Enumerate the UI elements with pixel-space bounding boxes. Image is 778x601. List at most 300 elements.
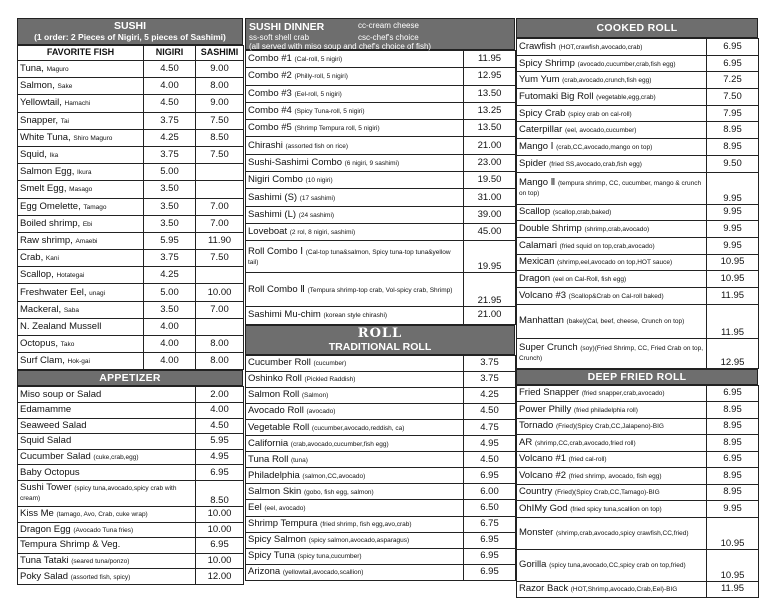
item-name-cell [517,451,707,468]
menu-row [246,516,516,532]
item-name: Snapper, [20,114,59,126]
item-description: (Shrimp Tempura roll, 5 nigiri) [294,125,380,133]
item-description: (seared tuna/ponzo) [71,558,130,566]
item-price: 8.00 [196,336,244,353]
dinner-title: SUSHI DINNER [249,21,325,33]
item-price: 4.00 [144,336,196,353]
item-price: 7.95 [707,105,759,122]
item-name: Vegetable Roll [248,421,310,433]
item-name-cell [517,418,707,435]
item-description: (Tempura shrimp-top crab, Vol-spicy crab, Shrimp) [307,286,453,294]
item-name-cell [246,154,464,171]
item-price: 10.00 [196,522,244,538]
item-price: 3.50 [144,181,196,198]
roll-table [245,355,516,581]
item-name: Egg Omelette, [20,200,81,212]
item-description: (fried SS,avocado,crab,fish egg) [549,160,642,168]
menu-row [517,105,759,122]
item-description: (Philly-roll, 5 nigiri) [294,73,348,81]
item-name: Razor Back [519,583,569,595]
item-price [196,267,244,284]
item-description: (gobo, fish egg, salmon) [303,488,374,496]
item-name: Kiss Me [20,508,54,520]
item-price: 19.50 [464,172,516,189]
menu-row [18,129,244,146]
item-price: 9.00 [196,95,244,112]
item-name: Country [519,486,553,498]
item-price: 11.95 [707,581,759,598]
item-name: Nigiri Combo [248,174,303,186]
item-name: AR [519,436,533,448]
item-name: Shrimp Tempura [248,518,318,530]
item-price: 6.95 [707,55,759,72]
item-description: (cucumber) [313,360,347,368]
col-sashimi: SASHIMI [196,46,244,61]
item-price: 8.95 [707,418,759,435]
item-name-cell [517,517,707,549]
item-name-cell [246,273,464,307]
item-name: Scallop [519,206,551,218]
item-name-cell [18,78,144,95]
item-name-cell [517,402,707,419]
item-name-cell [517,39,707,56]
item-name-cell [18,569,196,585]
item-description: Hotategai [56,272,85,280]
item-name: Combo #2 [248,70,292,82]
cooked-table [516,38,759,369]
item-description: Hamachi [64,100,91,108]
item-name: Sashimi Mu-chim [248,309,321,321]
item-name: Power Philly [519,403,572,415]
item-name: Mackeral, [20,303,62,315]
item-name: Arizona [248,566,281,578]
item-price: 9.50 [707,155,759,172]
menu-row [18,95,244,112]
item-name-cell [517,172,707,204]
item-description: (Salmon) [301,392,329,400]
item-price: 7.50 [196,250,244,267]
item-price: 4.00 [196,402,244,418]
menu-row [517,55,759,72]
item-name: Gorilla [519,559,547,571]
item-description: (10 nigiri) [305,177,333,185]
item-description: (fried shrimp, fish egg,avo,crab) [320,521,412,529]
item-price: 4.50 [196,418,244,434]
item-description: (cuke,crab,egg) [93,454,139,462]
item-price: 3.50 [144,215,196,232]
item-name: Tuna, [20,63,44,75]
item-price: 6.95 [707,385,759,402]
item-name-cell [517,254,707,271]
menu-row [517,271,759,288]
item-price: 3.50 [144,198,196,215]
item-name-cell [18,215,144,232]
sushi-title: SUSHI [113,20,147,32]
item-price: 7.00 [196,215,244,232]
item-price: 5.95 [144,232,196,249]
item-name-cell [517,55,707,72]
cooked-column [516,18,758,598]
menu-row [517,468,759,485]
item-name-cell [18,402,196,418]
item-description: (scallop,crab,baked) [552,209,612,217]
item-name: OhIMy God [519,502,568,514]
item-description: (fried philadelphia roll) [573,406,638,414]
menu-row [18,250,244,267]
item-price: 3.75 [144,112,196,129]
item-description: (shrimp,crab,avocado,spicy crawfish,CC,fried) [555,530,689,538]
item-price: 6.95 [464,468,516,484]
item-name: Yellowtail, [20,97,62,109]
item-name: Salmon, [20,80,55,92]
item-name-cell [18,538,196,554]
item-name-cell [246,137,464,154]
menu-row [517,338,759,368]
item-name-cell [517,204,707,221]
item-name-cell [18,95,144,112]
item-price: 10.95 [707,517,759,549]
menu-row [246,307,516,324]
item-name-cell [517,435,707,452]
item-price: 8.50 [196,480,244,506]
menu-row [246,206,516,223]
item-price: 21.95 [464,273,516,307]
item-name-cell [18,318,144,335]
item-price: 12.95 [464,68,516,85]
item-name-cell [18,522,196,538]
item-price: 5.95 [196,434,244,450]
item-name-cell [246,419,464,435]
item-name: Roll Combo Ⅱ [248,283,305,295]
menu-row [517,451,759,468]
item-name: Roll Combo Ⅰ [248,245,304,257]
item-name: Squid, [20,149,47,161]
item-name-cell [18,164,144,181]
item-price: 9.95 [707,221,759,238]
item-name-cell [517,549,707,581]
item-name-cell [246,206,464,223]
item-name: Squid Salad [20,435,72,447]
menu-row [246,51,516,68]
item-name: Eel [248,501,262,513]
item-price: 5.00 [144,164,196,181]
item-name-cell [18,112,144,129]
menu-row [517,39,759,56]
menu-row [246,548,516,564]
menu-row [517,304,759,338]
item-price: 6.50 [464,500,516,516]
item-name-cell [517,304,707,338]
item-name: Tempura Shrimp & Veg. [20,539,121,551]
item-name: Monster [519,527,554,539]
menu-row [18,318,244,335]
item-price: 6.95 [196,538,244,554]
item-price [196,181,244,198]
item-name-cell [246,532,464,548]
item-name: Surf Clam, [20,355,65,367]
item-name: Combo #4 [248,105,292,117]
item-price: 3.50 [144,301,196,318]
menu-row [246,355,516,371]
item-name: Seaweed Salad [20,419,87,431]
appetizer-table [17,386,244,585]
item-name: Mexican [519,256,555,268]
item-description: (tempura shrimp, CC, cucumber, mango & crunch on top) [519,180,702,197]
menu-row [517,139,759,156]
item-description: Ika [49,152,59,160]
item-price: 11.90 [196,232,244,249]
item-price: 8.95 [707,435,759,452]
item-name: Boiled shrimp, [20,217,81,229]
menu-row [246,419,516,435]
item-description: (korean style chirashi) [323,312,388,320]
item-price: 13.50 [464,120,516,137]
menu-row [246,532,516,548]
item-price: 7.00 [196,301,244,318]
item-description: (tuna) [290,456,308,464]
menu-row [246,452,516,468]
item-price: 7.50 [196,146,244,163]
menu-row [246,223,516,240]
item-price: 7.00 [196,198,244,215]
col-nigiri: NIGIRI [144,46,196,61]
item-price: 4.50 [464,403,516,419]
menu-row [246,68,516,85]
item-price: 4.00 [144,318,196,335]
item-name: Calamari [519,239,558,251]
item-name: Salmon Egg, [20,166,75,178]
item-name: Oshinko Roll [248,373,302,385]
item-description: (HOT,Shrimp,avocado,Crab,Eel)-BIG [570,586,678,594]
item-price: 5.00 [144,284,196,301]
item-price: 8.95 [707,122,759,139]
item-description: (fried spicy tuna,scallion on top) [570,505,662,513]
item-name-cell [246,548,464,564]
item-name: N. Zealand Mussell [20,320,102,332]
menu-row [18,353,244,370]
item-name: Spicy Crab [519,107,566,119]
item-price: 6.95 [196,465,244,481]
item-name-cell [246,172,464,189]
item-description: (eel on Cal-Roll, fish egg) [552,276,627,284]
item-description: Maguro [46,66,69,74]
item-description: unagi [89,289,106,297]
menu-row [18,215,244,232]
item-price: 6.75 [464,516,516,532]
item-name-cell [18,553,196,569]
menu-row [18,522,244,538]
item-name: Sashimi (L) [248,208,297,220]
item-price: 6.95 [707,451,759,468]
item-name-cell [18,301,144,318]
item-name: Mango Ⅰ [519,140,554,152]
legend-cc: cc-cream cheese [358,21,419,30]
item-description: (soy)(Fried Shrimp, CC, Fried Crab on top, Crunch) [519,345,704,363]
menu-row [18,164,244,181]
item-name-cell [18,284,144,301]
item-name-cell [517,484,707,501]
menu-row [18,112,244,129]
item-name: Spicy Tuna [248,550,295,562]
roll-title: ROLL [357,325,403,341]
item-description: (crab,avocado,cucumber,fish egg) [290,440,389,448]
item-name-cell [246,223,464,240]
menu-row [517,581,759,598]
item-name-cell [18,449,196,465]
item-price: 4.25 [144,267,196,284]
menu-row [246,172,516,189]
item-description: (vegetable,egg,crab) [596,93,656,101]
item-description: (crab,CC,avocado,mango on top) [556,143,653,151]
item-name: Tuna Roll [248,453,289,465]
item-price: 3.75 [464,371,516,387]
item-name-cell [517,139,707,156]
item-name-cell [246,307,464,324]
item-price: 3.75 [144,146,196,163]
item-name-cell [18,465,196,481]
item-price: 23.00 [464,154,516,171]
item-price: 9.00 [196,61,244,78]
item-name-cell [18,61,144,78]
item-description: (Fried)(Spicy Crab,CC,Tamago)-BIG [554,489,660,497]
item-name: Futomaki Big Roll [519,90,594,102]
item-name-cell [517,581,707,598]
traditional-roll-title: TRADITIONAL ROLL [328,340,432,353]
item-name-cell [18,434,196,450]
item-price: 39.00 [464,206,516,223]
item-description: Saba [63,306,80,314]
item-name: Spicy Shrimp [519,57,575,69]
item-name: Spider [519,157,547,169]
item-name-cell [517,385,707,402]
menu-row [517,72,759,89]
item-description: (spicy tuna,avocado,CC,spicy crab on top,fried) [549,562,686,570]
item-price: 11.95 [464,51,516,68]
item-name-cell [246,120,464,137]
item-name-cell [18,181,144,198]
menu-row [246,484,516,500]
item-name: Sushi-Sashimi Combo [248,156,342,168]
item-description: (avocado,cucumber,crab,fish egg) [577,60,676,68]
sushi-column [17,18,243,585]
menu-row [517,122,759,139]
item-description: Amaebi [75,237,98,245]
item-name-cell [246,516,464,532]
item-name: Combo #3 [248,87,292,99]
item-description: Ikura [77,169,92,177]
item-price: 8.95 [707,468,759,485]
item-name: Crawfish [519,40,556,52]
item-name-cell [18,480,196,506]
menu-row [18,267,244,284]
item-name: Edamamme [20,404,72,416]
item-name-cell [517,89,707,106]
item-price: 6.95 [707,39,759,56]
item-name-cell [246,51,464,68]
menu-row [517,435,759,452]
deepfried-table [516,385,759,599]
item-name: Sashimi (S) [248,191,298,203]
item-name: Baby Octopus [20,466,80,478]
item-description: Tai [60,117,69,125]
menu-row [517,484,759,501]
item-name: Tuna Tataki [20,555,69,567]
item-name: Super Crunch [519,342,578,354]
cooked-header: COOKED ROLL [516,18,758,38]
menu-row [246,102,516,119]
item-name: Miso soup or Salad [20,388,102,400]
menu-row [18,449,244,465]
item-price: 6.95 [464,548,516,564]
item-description: (fried cal-roll) [568,456,607,464]
item-name: Volcano #3 [519,289,567,301]
item-price: 10.95 [707,271,759,288]
item-price: 10.00 [196,284,244,301]
item-description: Kani [45,255,59,263]
item-name-cell [18,250,144,267]
menu-row [18,553,244,569]
item-name-cell [246,564,464,580]
item-price: 8.50 [196,129,244,146]
item-description: (24 sashimi) [298,211,335,219]
item-description: (Cal-top tuna&salmon, Spicy tuna-top tuna&yellow tail) [248,248,451,266]
item-price: 4.25 [144,129,196,146]
item-name-cell [246,241,464,273]
item-price: 12.95 [707,338,759,368]
item-description: Ebi [82,220,93,228]
menu-row [246,436,516,452]
item-name: Cucumber Salad [20,451,91,463]
menu-row [517,385,759,402]
item-name-cell [517,221,707,238]
item-name: California [248,437,289,449]
menu-row [18,232,244,249]
item-name-cell [246,500,464,516]
item-name: Spicy Salmon [248,534,307,546]
menu-row [18,538,244,554]
item-name-cell [517,105,707,122]
item-price [196,164,244,181]
deepfried-header: DEEP FRIED ROLL [516,369,758,385]
item-name: Octopus, [20,338,59,350]
item-price: 11.95 [707,304,759,338]
menu-row [517,418,759,435]
item-description: (salmon,CC,avocado) [302,472,366,480]
menu-row [246,85,516,102]
item-name-cell [517,122,707,139]
item-price: 10.95 [707,254,759,271]
item-description: Masago [69,186,93,194]
item-name-cell [18,146,144,163]
roll-header [245,325,515,355]
menu-row [18,61,244,78]
menu-row [246,137,516,154]
legend-csc: csc-chef's choice [358,33,419,42]
item-description: (Fried)(Spicy Crab,CC,Jalapeno)-BIG [555,423,664,431]
item-name-cell [246,189,464,206]
menu-row [517,254,759,271]
item-name-cell [517,468,707,485]
item-price: 8.00 [196,353,244,370]
item-price: 6.95 [464,564,516,580]
item-price [196,318,244,335]
item-name-cell [18,418,196,434]
item-price: 4.50 [144,61,196,78]
menu-row [18,506,244,522]
item-name-cell [18,198,144,215]
item-price: 7.50 [707,89,759,106]
item-name: White Tuna, [20,131,71,143]
